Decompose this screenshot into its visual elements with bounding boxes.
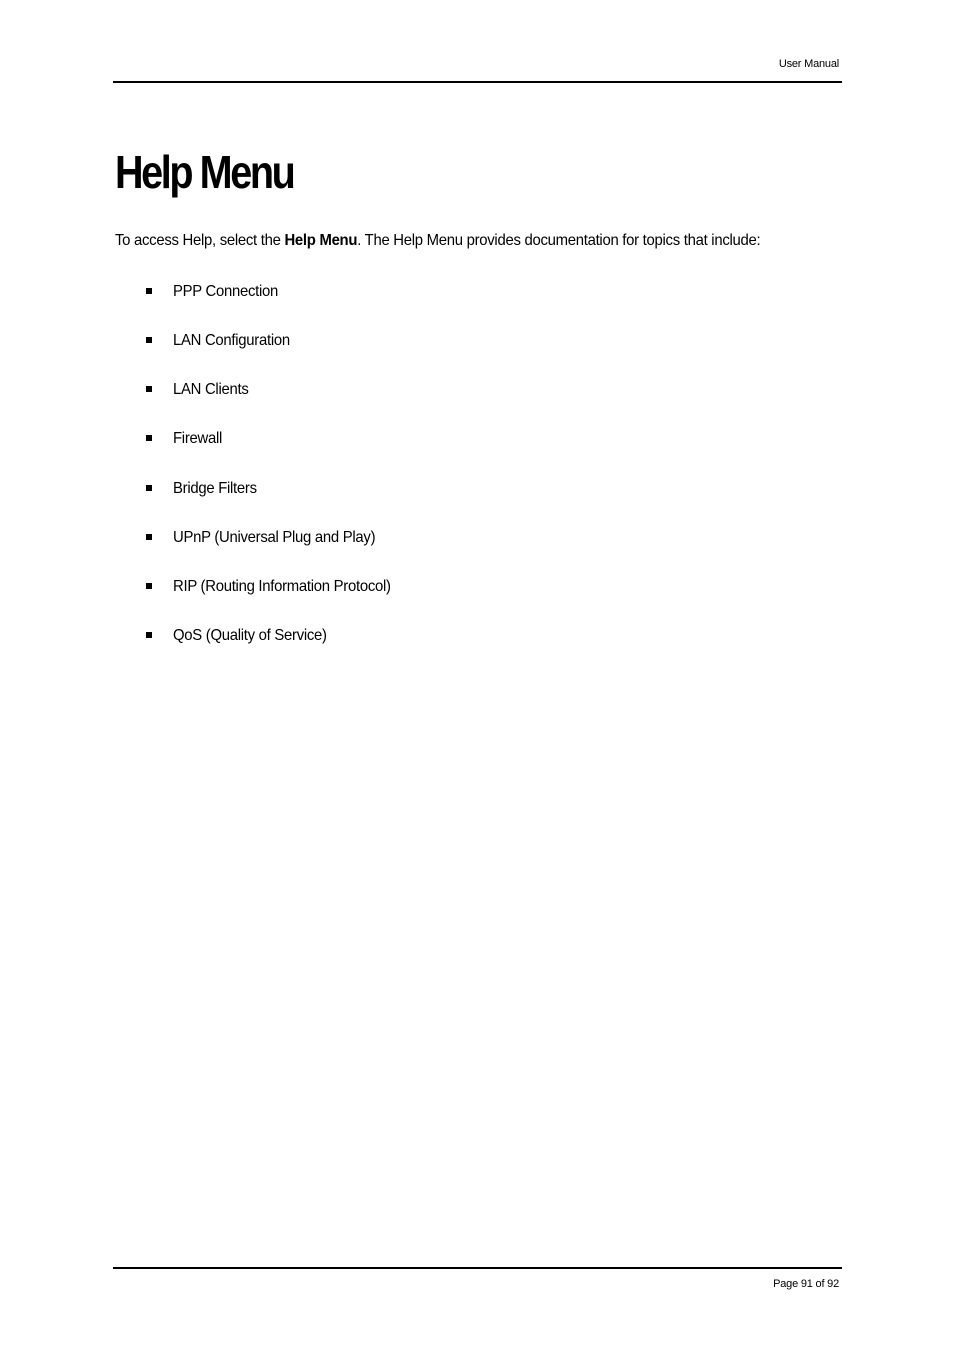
topic-label: LAN Clients xyxy=(173,381,249,398)
intro-text-bold: Help Menu xyxy=(284,232,358,249)
topic-label: PPP Connection xyxy=(173,283,279,300)
topic-label: QoS (Quality of Service) xyxy=(173,627,327,644)
running-header: User Manual xyxy=(778,58,839,70)
square-bullet-icon xyxy=(146,337,152,343)
intro-text-before: To access Help, select the xyxy=(115,232,285,249)
intro-paragraph xyxy=(115,232,760,250)
square-bullet-icon xyxy=(146,534,152,540)
square-bullet-icon xyxy=(146,632,152,638)
topic-label: Bridge Filters xyxy=(173,480,257,497)
topic-label: LAN Configuration xyxy=(173,332,290,349)
square-bullet-icon xyxy=(146,386,152,392)
footer-rule xyxy=(113,1267,842,1269)
page-number: Page 91 of 92 xyxy=(773,1278,839,1290)
topic-label: RIP (Routing Information Protocol) xyxy=(173,578,391,595)
square-bullet-icon xyxy=(146,288,152,294)
page-title: Help Menu xyxy=(115,146,294,198)
square-bullet-icon xyxy=(146,485,152,491)
header-rule xyxy=(113,81,842,83)
square-bullet-icon xyxy=(146,583,152,589)
topic-label: Firewall xyxy=(173,430,223,447)
square-bullet-icon xyxy=(146,435,152,441)
topic-label: UPnP (Universal Plug and Play) xyxy=(173,529,376,546)
intro-text-after: . The Help Menu provides documentation for topics that include: xyxy=(357,232,761,249)
